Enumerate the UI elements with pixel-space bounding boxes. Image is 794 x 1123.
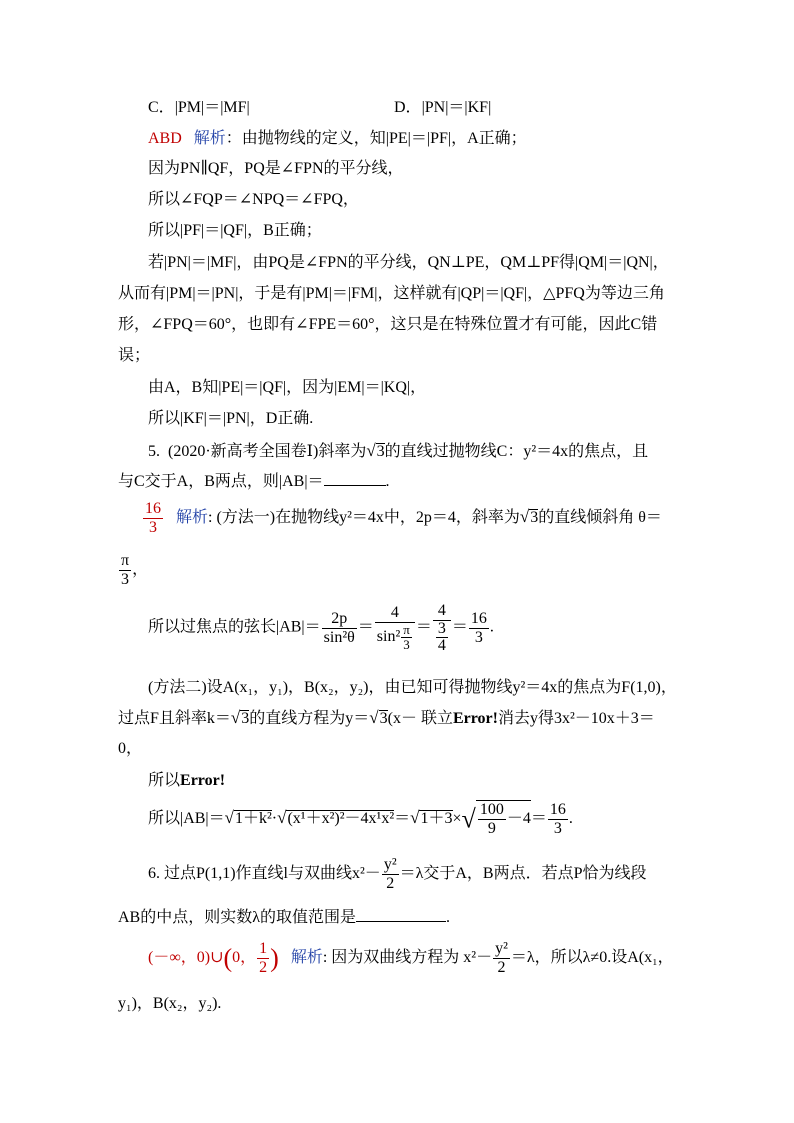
q4-line3: 所以∠FQP＝∠NPQ＝∠FPQ，: [148, 191, 359, 208]
q4-line5: 若|PN|＝|MF|，由PQ是∠FPN的平分线，QN⊥PE，QM⊥PF得|QM|＝|QN|，: [148, 254, 669, 271]
q6-stem-line1: 6. 过点P(1,1)作直线l与双曲线x²－ $\frac{\text{y²}}{2}$ ＝λ交于A，B两点．若点P恰为线段: [148, 856, 647, 892]
q6-stem-line2: AB的中点，则实数λ的取值范围是 .: [118, 909, 450, 926]
q4-line4: 所以|PF|＝|QF|，B正确；: [148, 222, 322, 239]
q5-method2-line1: (方法二)设A(x₁，y₁)，B(x₂，y₂)，由已知可得抛物线y²＝4x的焦点为F(1,0)，: [148, 679, 677, 696]
q6-number: 6.: [148, 865, 160, 883]
q5-stem-line2: 与C交于A，B两点，则|AB|＝ .: [118, 473, 390, 490]
answer-blank: [324, 485, 386, 486]
q5-chord-formula: 所以过焦点的弦长|AB|＝ $\frac{2p}{\text{sin²θ}}$ ＝ 4 sin² $\frac{\pi}{3}$ ＝ $\frac{4}{\frac{3}{4}}$ ＝ $\frac{16}{3}$ .: [148, 602, 494, 654]
q5-source: (2020·新高考全国卷Ⅰ): [168, 443, 319, 460]
q5-number: 5.: [148, 443, 160, 460]
q4-analysis-line1: ABD 解析：由抛物线的定义，知|PE|＝|PF|，A正确；: [148, 130, 527, 147]
q5-ab-formula: 所以|AB|＝√1＋k²·√(x¹＋x²)²－4x¹x²＝√1＋3×√ $\frac{100}{9}$ －4＝ $\frac{16}{3}$ .: [148, 801, 573, 837]
option-c: C．|PM|＝|MF|: [148, 99, 250, 116]
q4-line2: 因为PN∥QF，PQ是∠FPN的平分线，: [148, 160, 404, 177]
q5-answer-fraction: $\frac{16}{3}$: [145, 500, 161, 536]
error-text: Error!: [180, 772, 226, 789]
error-text: Error!: [452, 710, 498, 727]
option-d-text: |PN|＝|KF|: [421, 99, 492, 116]
q4-line8: 误；: [118, 347, 151, 364]
q5-theta-value: $\frac{\pi}{3}$ ，: [121, 552, 149, 588]
option-d: D．|PN|＝|KF|: [394, 99, 492, 116]
analysis-label: 解析: [176, 509, 209, 527]
q4-answer: ABD: [148, 130, 182, 147]
analysis-label: 解析: [193, 130, 226, 147]
q5-method1-line: $\frac{16}{3}$ 解析: (方法一)在抛物线y²＝4x中，2p＝4，斜率为√3的直线倾斜角 θ＝: [145, 500, 662, 536]
q4-line10: 所以|KF|＝|PN|，D正确.: [148, 410, 314, 427]
q4-line6: 从而有|PM|＝|PN|，于是有|PM|＝|FM|，这样就有|QP|＝|QF|，△PFQ为等边三角: [118, 285, 665, 302]
q5-method2-line4: 所以Error!: [148, 772, 226, 789]
q6-answer: (－∞，0)∪(0， $\frac{1}{2}$ ): [148, 940, 279, 976]
analysis-label: 解析: [290, 949, 323, 967]
q4-line9: 由A，B知|PE|＝|QF|，因为|EM|＝|KQ|，: [148, 379, 427, 396]
q6-solution-line2: y₁)，B(x₂，y₂).: [118, 995, 222, 1012]
answer-blank: [356, 921, 446, 922]
q5-method2-line2: 过点F且斜率k＝√3的直线方程为y＝√3(x－ 联立Error!消去y得3x²－10x＋3＝: [118, 708, 655, 727]
q5-method2-line3: 0，: [118, 740, 143, 757]
q4-line7: 形，∠FPQ＝60°，也即有∠FPE＝60°，这只是在特殊位置才有可能，因此C错: [118, 316, 658, 333]
q6-solution-line1: (－∞，0)∪(0， $\frac{1}{2}$ ) 解析: 因为双曲线方程为 x²－ $\frac{\text{y²}}{2}$ ＝λ，所以λ≠0.设A(x₁，: [148, 940, 674, 976]
option-c-text: |PM|＝|MF|: [174, 99, 250, 116]
q5-stem-line1: 5. (2020·新高考全国卷Ⅰ)斜率为√3的直线过抛物线C：y²＝4x的焦点，且: [148, 441, 649, 460]
